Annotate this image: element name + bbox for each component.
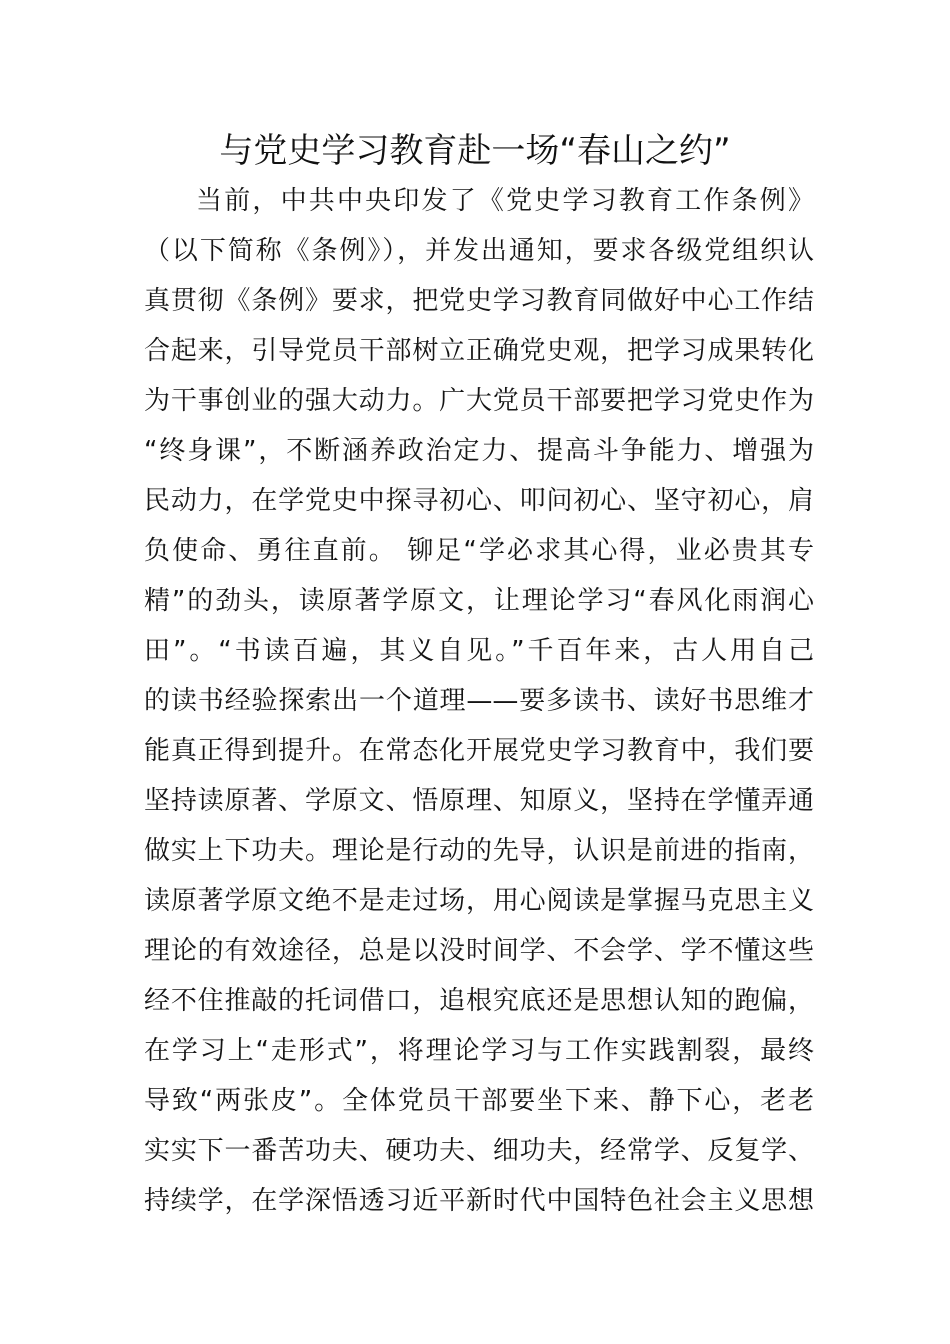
text-line: 精”的劲头，读原著学原文，让理论学习“春风化雨润心 bbox=[144, 586, 814, 616]
text-line: 坚持读原著、学原文、悟原理、知原义，坚持在学懂弄通 bbox=[144, 786, 814, 816]
text-line: （以下简称《条例》），并发出通知，要求各级党组织认 bbox=[144, 236, 814, 266]
text-line: 读原著学原文绝不是走过场，用心阅读是掌握马克思主义 bbox=[144, 886, 814, 916]
document-title: 与党史学习教育赴一场“春山之约” bbox=[219, 131, 731, 171]
text-line: 当前，中共中央印发了《党史学习教育工作条例》 bbox=[196, 186, 814, 216]
text-line: 持续学，在学深悟透习近平新时代中国特色社会主义思想 bbox=[144, 1186, 814, 1216]
text-line: 为干事创业的强大动力。广大党员干部要把学习党史作为 bbox=[144, 386, 814, 416]
text-line: 导致“两张皮”。全体党员干部要坐下来、静下心，老老 bbox=[144, 1086, 814, 1116]
text-line: 在学习上“走形式”，将理论学习与工作实践割裂，最终 bbox=[144, 1036, 814, 1066]
text-line: 合起来，引导党员干部树立正确党史观，把学习成果转化 bbox=[144, 336, 814, 366]
text-line: 真贯彻《条例》要求，把党史学习教育同做好中心工作结 bbox=[144, 286, 814, 316]
text-line: “终身课”，不断涵养政治定力、提高斗争能力、增强为 bbox=[144, 436, 814, 466]
text-line: 负使命、勇往直前。 铆足“学必求其心得，业必贵其专 bbox=[144, 536, 814, 566]
text-line: 经不住推敲的托词借口，追根究底还是思想认知的跑偏， bbox=[144, 986, 814, 1016]
text-line: 民动力，在学党史中探寻初心、叩问初心、坚守初心，肩 bbox=[144, 486, 814, 516]
text-line: 田”。“书读百遍，其义自见。”千百年来，古人用自己 bbox=[144, 636, 814, 666]
text-line: 做实上下功夫。理论是行动的先导，认识是前进的指南， bbox=[144, 836, 814, 866]
document-body bbox=[144, 176, 814, 1226]
text-line: 的读书经验探索出一个道理——要多读书、读好书思维才 bbox=[144, 686, 814, 716]
text-line: 理论的有效途径，总是以没时间学、不会学、学不懂这些 bbox=[144, 936, 814, 966]
text-line: 实实下一番苦功夫、硬功夫、细功夫，经常学、反复学、 bbox=[144, 1136, 814, 1166]
text-line: 能真正得到提升。在常态化开展党史学习教育中，我们要 bbox=[144, 736, 814, 766]
